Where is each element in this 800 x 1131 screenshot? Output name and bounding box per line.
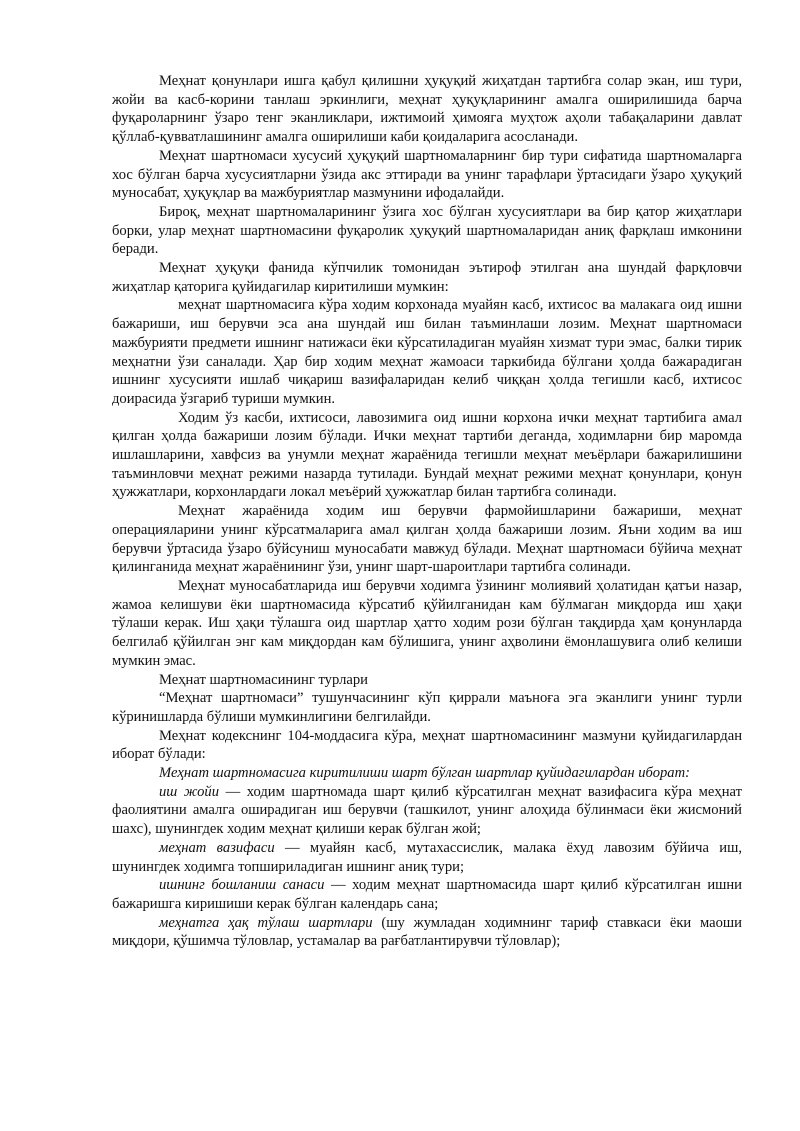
paragraph-distinguishing-features-intro: Меҳнат ҳуқуқи фанида кўпчилик томонидан эътироф этилган ана шундай фарқловчи жиҳатлар қаторига қуйидагилар киритилиши мумкин: — [112, 260, 742, 295]
paragraph-feature-profession: меҳнат шартномасига кўра ходим корхонада муайян касб, ихтисос ва малакага оид ишни бажариши, иш берувчи эса ана шундай иш билан таъминлаши лозим. Меҳнат шартномаси мажбурияти предмети ишнинг натижаси ёки кўрсатиладиган муайян хизмат тури эмас, балки тирик меҳнатни ўзи саналади. Ҳар бир ходим меҳнат жамоаси таркибида бўлгани ҳолда бажарадиган ишнинг хусусияти ишлаб чиқариш вазифаларидан келиб чиққан ҳолда тегишли касб, ихтисос доирасида ўзгариб туриши мумкин. — [112, 297, 742, 407]
paragraph-mandatory-terms-heading — [112, 764, 742, 783]
term-start-date: ишнинг бошланиш санаси — [159, 877, 325, 894]
list-item-workplace — [112, 783, 742, 839]
term-workplace: иш жойи — [159, 783, 219, 800]
paragraph-feature-subordination: Меҳнат жараёнида ходим иш берувчи фармойишларини бажариши, меҳнат операцияларини унинг кўрсатмаларига амал қилган ҳолда бажариши лозим. Яъни ходим ва иш берувчи ўртасида ўзаро бўйсуниш муносабати мавжуд бўлади. Меҳнат шартномаси бўйича меҳнат қилинганида меҳнат жараёнининг ўзи, унинг шарт-шароитлари тартибга солинади. — [112, 503, 742, 576]
paragraph-contract-concept: “Меҳнат шартномаси” тушунчасининг кўп қиррали маъноға эга эканлиги унинг турли кўринишларда бўлиши мумкинлигини белгилайди. — [112, 690, 742, 725]
list-item-labor-function — [112, 839, 742, 876]
definition-labor-function: — муайян касб, мутахассислик, малака ёхуд лавозим бўйича иш, шунингдек ходимга топшириладиган ишнинг аниқ тури; — [112, 839, 742, 875]
document-page — [112, 72, 742, 951]
paragraph-contract-private-law: Меҳнат шартномаси хусусий ҳуқуқий шартномаларнинг бир тури сифатида шартномаларга хос бўлган барча хусусиятларни ўзида акс эттиради ва унинг тарафлари ўртасидаги ўзаро ҳуқуқий муносабат, ҳуқуқлар ва мажбуриятлар мазмунини ифодалайди. — [112, 147, 742, 202]
section-heading-contract-types: Меҳнат шартномасининг турлари — [159, 671, 368, 688]
definition-workplace: — ходим шартномада шарт қилиб кўрсатилган меҳнат вазифасига кўра меҳнат фаолиятини амалга оширадиган иш берувчи (ташкилот, унинг алоҳида бўлинмаси ёки жисмоний шахс), шунингдек ходим меҳнат қилиши керак бўлган жой; — [112, 783, 742, 838]
term-pay-terms: меҳнатга ҳақ тўлаш шартлари — [159, 914, 373, 931]
mandatory-terms-heading-text: Меҳнат шартномасига киритилиши шарт бўлган шартлар қуйидагилардан иборат: — [159, 765, 690, 782]
paragraph-labor-code-article-104: Меҳнат кодекснинг 104-моддасига кўра, меҳнат шартномасининг мазмуни қуйидагилардан иборат бўлади: — [112, 727, 742, 763]
definition-pay-terms: (шу жумладан ходимнинг тариф ставкаси ёки маоши миқдори, қўшимча тўловлар, устамалар ва рағбатлантирувчи тўловлар); — [112, 914, 742, 950]
paragraph-contract-distinctions: Бироқ, меҳнат шартномаларининг ўзига хос бўлган хусусиятлари ва бир қатор жиҳатлари борки, улар меҳнат шартномасини фуқаролик ҳуқуқий шартномаларидан аниқ фарқлаш имконини беради. — [112, 203, 742, 258]
paragraph-labor-laws-principles: Меҳнат қонунлари ишга қабул қилишни ҳуқуқий жиҳатдан тартибга солар экан, иш тури, жойи ва касб-корини танлаш эркинлиги, меҳнат ҳуқуқларининг амалга оширилишида барча фуқароларнинг ўзаро тенг эканликлари, ижтимоий ҳимояга муҳтож аҳоли табақаларини давлат қўллаб-қувватлашининг амалга оширилиши каби қоидаларига асосланади. — [112, 73, 742, 146]
definition-start-date: — ходим меҳнат шартномасида шарт қилиб кўрсатилган ишни бажаришга киришиши керак бўлган календарь сана; — [112, 877, 742, 912]
paragraph-feature-internal-order: Ходим ўз касби, ихтисоси, лавозимига оид ишни корхона ички меҳнат тартибига амал қилган ҳолда бажариши лозим бўлади. Ички меҳнат тартиби деганда, ходимларни бир маромда ишлашларини, хавфсиз ва унумли меҳнат жараёнида тегишли меҳнат меъёрлари бажарилишини таъминловчи меҳнат режими назарда тутилади. Бундай меҳнат режими меҳнат қонунлари, қонун ҳужжатлари, корхонлардаги локал меъёрий ҳужжатлар билан тартибга солинади. — [112, 409, 742, 501]
paragraph-feature-wages: Меҳнат муносабатларида иш берувчи ходимга ўзининг молиявий ҳолатидан қатъи назар, жамоа келишуви ёки шартномасида кўрсатиб қўйилганидан кам бўлмаган миқдорда иш ҳақи тўлаши керак. Иш ҳақи тўлашга оид шартлар ҳатто ходим рози бўлган тақдирда ҳам қонунларда белгилаб қўйилган энг кам миқдордан кам бўлишига, унинг аҳволини ёмонлашувига олиб келиши мумкин эмас. — [112, 577, 742, 669]
list-item-start-date — [112, 876, 742, 913]
list-item-pay-terms — [112, 914, 742, 951]
term-labor-function: меҳнат вазифаси — [159, 839, 275, 856]
